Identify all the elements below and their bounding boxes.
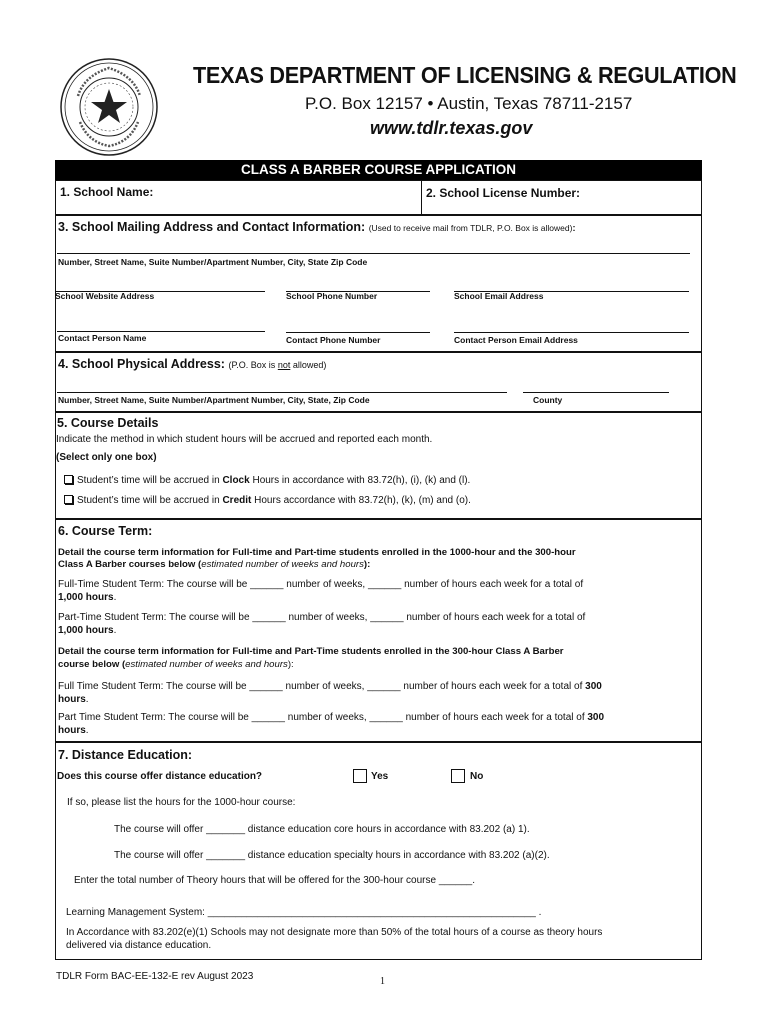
course-term-label: 6. Course Term: (58, 524, 153, 538)
mailing-address-label (58, 220, 575, 234)
pt1000-hours: 1,000 hours (58, 625, 114, 636)
ft1000-text: Full-Time Student Term: The course will be ______ number of weeks, ______ number of hours each week for a total of (58, 579, 584, 590)
accordance-line-1: In Accordance with 83.202(e)(1) Schools may not designate more than 50% of the total hours of a course as theory hours (66, 927, 603, 938)
divider (421, 180, 422, 215)
clock-hours-checkbox[interactable] (64, 475, 73, 484)
theory-hours-300[interactable]: Enter the total number of Theory hours that will be offered for the 300-hour course ______. (74, 875, 475, 886)
ft300-hours-num: 300 (585, 681, 602, 692)
clock-option-text-b: Clock (222, 475, 250, 486)
agency-title: TEXAS DEPARTMENT OF LICENSING & REGULATION (193, 62, 737, 88)
physical-note-a: (P.O. Box is (228, 360, 278, 370)
distance-yes-checkbox[interactable] (353, 769, 367, 783)
pt300-period: . (85, 725, 89, 736)
term-instr-1c: estimated number of weeks and hours (201, 559, 364, 570)
physical-address-field[interactable] (57, 392, 507, 393)
school-email-caption: School Email Address (454, 291, 544, 301)
pt300-hours-num: 300 (587, 712, 605, 723)
clock-option-text-c: Hours in accordance with 83.72(h), (i), (k) and (l). (249, 475, 471, 486)
term-instr-1b: Class A Barber courses below ( (58, 559, 202, 570)
credit-option-text-a: Student’s time will be accrued in (77, 495, 223, 506)
credit-option-text-c: Hours accordance with 83.72(h), (k), (m) and (o). (251, 495, 471, 506)
credit-hours-option[interactable] (64, 495, 471, 506)
form-number: TDLR Form BAC-EE-132-E rev August 2023 (56, 971, 254, 982)
pt300-text: Part Time Student Term: The course will be ______ number of weeks, ______ number of hours each week for a total of (58, 712, 588, 723)
term-instr-1a: Detail the course term information for Full-time and Part-time students enrolled in the 1000-hour and the 300-hour (58, 547, 576, 558)
form-title: CLASS A BARBER COURSE APPLICATION (55, 160, 702, 180)
contact-email-field[interactable] (454, 332, 689, 333)
agency-website[interactable]: www.tdlr.texas.gov (370, 118, 533, 138)
full-time-300-term[interactable] (58, 680, 602, 706)
distance-no-label: No (470, 771, 484, 782)
physical-address-label (58, 357, 326, 371)
school-license-label: 2. School License Number: (426, 186, 581, 200)
distance-specialty-hours[interactable]: The course will offer _______ distance education specialty hours in accordance with 83.202 (a)(2). (114, 850, 550, 861)
clock-option-text-a: Student’s time will be accrued in (77, 475, 223, 486)
ft1000-period: . (113, 592, 117, 603)
distance-core-hours[interactable]: The course will offer _______ distance education core hours in accordance with 83.202 (a) 1). (114, 824, 530, 835)
part-time-300-term[interactable] (58, 711, 604, 737)
contact-email-caption: Contact Person Email Address (454, 335, 578, 345)
distance-yes-label: Yes (371, 771, 389, 782)
page-number: 1 (380, 976, 385, 987)
physical-note-b: allowed) (290, 360, 327, 370)
contact-phone-caption: Contact Phone Number (286, 335, 381, 345)
pt300-hours: hours (58, 725, 86, 736)
pt1000-period: . (113, 625, 117, 636)
school-phone-caption: School Phone Number (286, 291, 378, 301)
distance-no-checkbox[interactable] (451, 769, 465, 783)
course-details-select-note: (Select only one box) (56, 452, 157, 463)
mailing-address-field[interactable] (57, 253, 690, 254)
term-instr-2b: course below ( (58, 659, 126, 670)
county-field[interactable] (523, 392, 669, 393)
physical-address-caption: Number, Street Name, Suite Number/Apartment Number, City, State, Zip Code (58, 395, 370, 405)
distance-accordance-note (66, 926, 602, 952)
physical-note-not: not (277, 360, 291, 370)
contact-phone-field[interactable] (286, 332, 430, 333)
distance-if-so: If so, please list the hours for the 1000-hour course: (67, 797, 296, 808)
part-time-1000-term[interactable] (58, 611, 585, 637)
ft300-period: . (85, 694, 89, 705)
course-details-instruction: Indicate the method in which student hours will be accrued and reported each month. (56, 434, 433, 445)
ft300-hours: hours (58, 694, 86, 705)
ft1000-hours: 1,000 hours (58, 592, 114, 603)
term-instr-2d: ): (287, 659, 294, 670)
mailing-address-note: (Used to receive mail from TDLR, P.O. Box is allowed) (368, 223, 573, 233)
learning-management-system[interactable]: Learning Management System: ___________________________________________________________ . (66, 907, 542, 918)
term-instr-2a: Detail the course term information for Full-time and Part-Time students enrolled in the 300-hour Class A Barber (58, 646, 564, 657)
mailing-address-heading: 3. School Mailing Address and Contact Information: (58, 220, 366, 234)
term-instr-2c: estimated number of weeks and hours (125, 659, 288, 670)
tdlr-seal (58, 56, 160, 158)
physical-address-heading: 4. School Physical Address: (58, 357, 225, 371)
term-instr-1d: ): (363, 559, 371, 570)
agency-address: P.O. Box 12157 • Austin, Texas 78711-2157 (305, 94, 633, 113)
school-name-field[interactable] (60, 198, 416, 212)
distance-education-label: 7. Distance Education: (58, 748, 193, 762)
mailing-note-colon: : (572, 223, 576, 233)
full-time-1000-term[interactable] (58, 578, 583, 604)
clock-hours-option[interactable] (64, 475, 470, 486)
course-term-instruction-2 (58, 645, 564, 671)
county-caption: County (533, 395, 563, 405)
course-term-instruction-1 (58, 547, 576, 571)
accordance-line-2: delivered via distance education. (66, 940, 212, 951)
credit-hours-checkbox[interactable] (64, 495, 73, 504)
course-details-label: 5. Course Details (57, 416, 159, 430)
distance-education-question: Does this course offer distance education? (57, 771, 263, 782)
school-website-caption: School Website Address (55, 291, 155, 301)
contact-name-field[interactable] (57, 331, 265, 332)
mailing-address-caption: Number, Street Name, Suite Number/Apartment Number, City, State Zip Code (58, 257, 368, 267)
pt1000-text: Part-Time Student Term: The course will be ______ number of weeks, ______ number of hours each week for a total of (58, 612, 586, 623)
contact-name-caption: Contact Person Name (58, 333, 147, 343)
school-name-label: 1. School Name: (60, 185, 154, 199)
credit-option-text-b: Credit (222, 495, 252, 506)
ft300-text: Full Time Student Term: The course will be ______ number of weeks, ______ number of hours each week for a total of (58, 681, 586, 692)
school-license-field[interactable] (426, 199, 696, 213)
